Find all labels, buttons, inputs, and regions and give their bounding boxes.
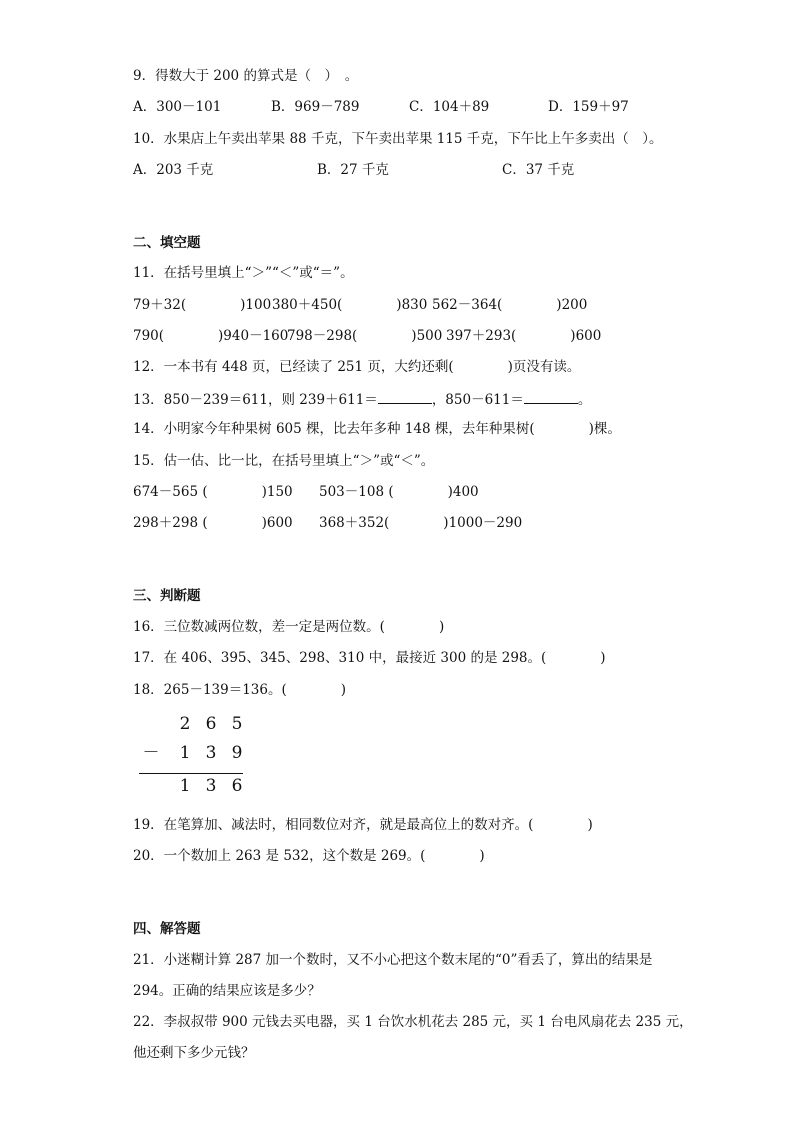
q10-option-c: C．37 千克 [502,162,575,178]
q15-item-4: 368＋352( )1000－290 [319,515,523,531]
section-3-title: 三、判断题 [133,588,201,604]
digit: 1 [179,776,191,796]
question-12-stem: 12．一本书有 448 页，已经读了 251 页，大约还剩( )页没有读。 [133,359,581,375]
q15-item-3: 298＋298 ( )600 [133,515,293,531]
question-14-stem: 14．小明家今年种果树 605 棵，比去年多种 148 棵，去年种果树( )棵。 [133,421,621,437]
q9-option-c: C．104＋89 [409,99,490,115]
q15-item-2: 503－108 ( )400 [319,484,479,500]
section-2-title: 二、填空题 [133,235,201,251]
q13-blank-1[interactable] [378,389,432,404]
digit: 6 [205,714,217,734]
question-19-stem: 19．在笔算加、减法时，相同数位对齐，就是最高位上的数对齐。( ) [133,817,593,833]
digit: 1 [179,743,191,763]
question-21-line-1: 21．小迷糊计算 287 加一个数时，又不小心把这个数末尾的“0”看丢了，算出的结果是 [133,952,653,968]
q11-item-3: 562－364( )200 [432,297,588,313]
question-18-stem: 18．265－139＝136。( ) [133,682,347,698]
sum-line [139,773,243,774]
q13-text-1: 13．850－239＝611，则 239＋611＝ [133,392,378,408]
q10-option-b: B．27 千克 [317,162,389,178]
question-20-stem: 20．一个数加上 263 是 532，这个数是 269。( ) [133,848,485,864]
q9-option-b: B．969－789 [271,99,360,115]
digit: 9 [231,743,243,763]
question-21-line-2: 294。正确的结果应该是多少？ [133,983,321,999]
q11-item-2: 380＋450( )830 [272,297,428,313]
vertical-subtraction [133,708,263,800]
question-22-line-2: 他还剩下多少元钱？ [133,1045,255,1061]
question-17-stem: 17．在 406、395、345、298、310 中，最接近 300 的是 298。( ) [133,650,606,666]
q11-item-4: 790( )940－160 [133,328,289,344]
digit: 5 [231,714,243,734]
section-4-title: 四、解答题 [133,921,201,937]
q11-item-1: 79＋32( )100 [133,297,272,313]
digit: 3 [205,776,217,796]
digit: 3 [205,743,217,763]
q11-item-6: 397＋293( )600 [446,328,602,344]
q15-item-1: 674－565 ( )150 [133,484,293,500]
q11-item-5: 798－298( )500 [287,328,443,344]
question-22-line-1: 22．李叔叔带 900 元钱去买电器，买 1 台饮水机花去 285 元，买 1 台电风扇花去 235 元， [133,1014,693,1030]
q13-text-2: ，850－611＝ [431,392,524,408]
q13-text-3: 。 [577,392,592,408]
q9-option-d: D．159＋97 [548,99,629,115]
digit: 6 [231,776,243,796]
minus-sign: － [142,743,160,763]
q10-option-a: A．203 千克 [133,162,214,178]
question-11-stem: 11．在括号里填上“＞”“＜”或“＝”。 [133,265,354,281]
question-16-stem: 16．三位数减两位数，差一定是两位数。( ) [133,619,445,635]
q9-option-a: A．300－101 [133,99,222,115]
digit: 2 [179,714,191,734]
question-10-stem: 10．水果店上午卖出苹果 88 千克，下午卖出苹果 115 千克，下午比上午多卖出（ ）。 [133,131,663,147]
question-15-stem: 15．估一估、比一比，在括号里填上“＞”或“＜”。 [133,453,435,469]
question-9-stem: 9．得数大于 200 的算式是（ ） 。 [133,68,359,84]
question-13-stem [133,389,591,409]
q13-blank-2[interactable] [524,389,578,404]
